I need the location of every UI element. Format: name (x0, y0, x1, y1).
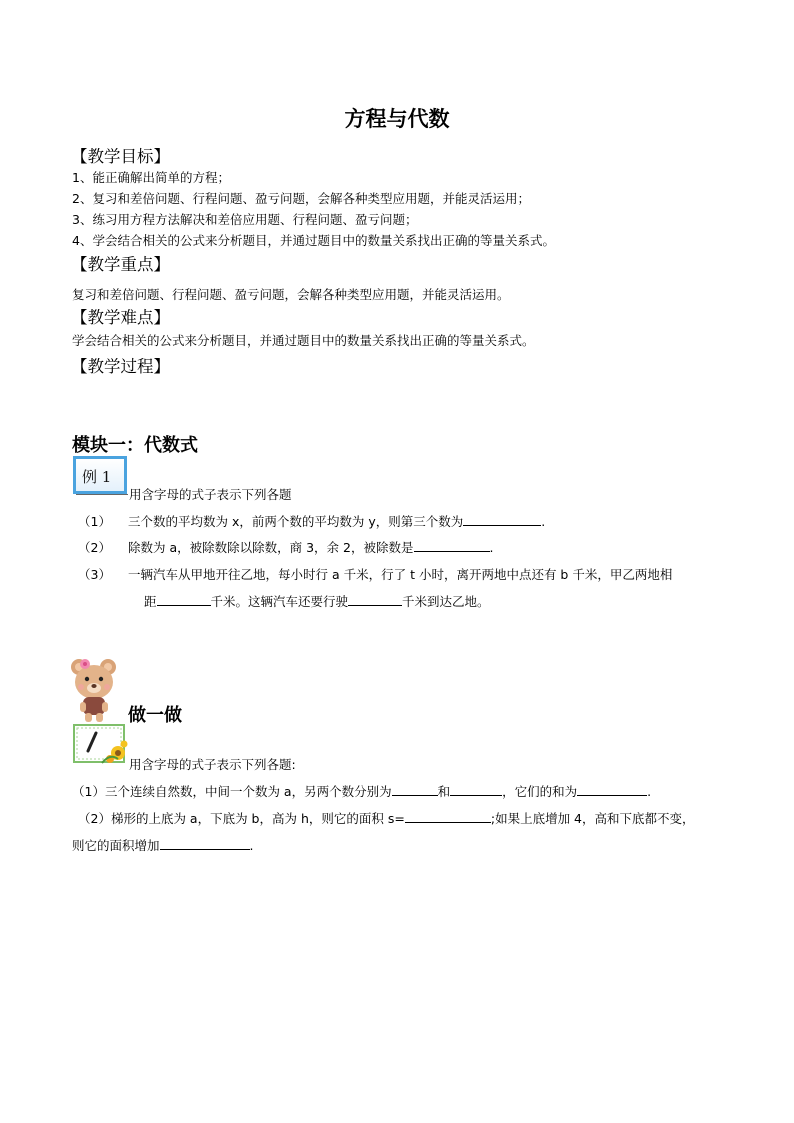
answer-blank[interactable] (160, 836, 250, 850)
difficulty-header: 【教学难点】 (71, 308, 170, 327)
question-2-text: 除数为 a，被除数除以除数，商 3，余 2，被除数是 (128, 540, 414, 555)
doit-instruction: 用含字母的式子表示下列各题: (129, 757, 296, 772)
key-header: 【教学重点】 (71, 255, 170, 274)
example-label: 例 1 (82, 468, 112, 486)
question-3-text: 千米到达乙地。 (402, 594, 490, 609)
period: . (541, 514, 546, 529)
question-number: （3） (78, 567, 111, 582)
period: . (647, 784, 652, 799)
bear-mascot-icon (66, 657, 122, 725)
period: . (489, 540, 494, 555)
practice-1 (72, 782, 651, 800)
goal-item: 2、复习和差倍问题、行程问题、盈亏问题，会解各种类型应用题，并能灵活运用； (72, 191, 530, 206)
goal-item: 3、练习用方程方法解决和差倍应用题、行程问题、盈亏问题； (72, 212, 418, 227)
practice-2-text: 则它的面积增加 (72, 838, 160, 853)
practice-1-text: 和 (437, 784, 451, 799)
question-1 (128, 512, 545, 530)
example-badge (73, 456, 127, 494)
question-3-line2 (144, 592, 490, 610)
difficulty-text: 学会结合相关的公式来分析题目，并通过题目中的数量关系找出正确的等量关系式。 (72, 333, 535, 348)
practice-2-line2 (72, 836, 254, 854)
doit-title: 做一做 (128, 705, 182, 726)
answer-blank[interactable] (414, 538, 490, 552)
answer-blank[interactable] (405, 809, 491, 823)
answer-blank[interactable] (348, 592, 402, 606)
divider (76, 494, 128, 495)
question-1-text: 三个数的平均数为 x，前两个数的平均数为 y，则第三个数为 (128, 514, 464, 529)
module-title: 模块一：代数式 (72, 435, 198, 456)
process-header: 【教学过程】 (71, 357, 170, 376)
goal-item: 4、学会结合相关的公式来分析题目，并通过题目中的数量关系找出正确的等量关系式。 (72, 233, 555, 248)
question-number: （2） (78, 540, 111, 555)
practice-1-text: （1）三个连续自然数，中间一个数为 a，另两个数分别为 (72, 784, 392, 799)
key-text: 复习和差倍问题、行程问题、盈亏问题，会解各种类型应用题，并能灵活运用。 (72, 287, 510, 302)
answer-blank[interactable] (463, 512, 541, 526)
pencil-flower-frame-icon (72, 723, 130, 765)
page-title: 方程与代数 (344, 107, 450, 131)
question-number: （1） (78, 514, 111, 529)
question-3-line1: 一辆汽车从甲地开往乙地，每小时行 a 千米，行了 t 小时，离开两地中点还有 b 千米，甲乙两地相 (128, 567, 673, 582)
goals-header: 【教学目标】 (71, 147, 170, 166)
practice-2-text: ;如果上底增加 4，高和下底都不变， (490, 811, 695, 826)
question-2 (128, 538, 493, 556)
question-3-text: 距 (144, 594, 157, 609)
question-3-text: 千米。这辆汽车还要行驶 (210, 594, 349, 609)
example-instruction: 用含字母的式子表示下列各题 (129, 487, 292, 502)
answer-blank[interactable] (392, 782, 438, 796)
answer-blank[interactable] (450, 782, 502, 796)
answer-blank[interactable] (577, 782, 647, 796)
practice-1-text: ，它们的和为 (502, 784, 578, 799)
goal-item: 1、能正确解出简单的方程； (72, 170, 230, 185)
practice-2-text: （2）梯形的上底为 a，下底为 b，高为 h，则它的面积 s= (78, 811, 405, 826)
answer-blank[interactable] (157, 592, 211, 606)
practice-2-line1 (78, 809, 695, 827)
period: . (249, 838, 254, 853)
